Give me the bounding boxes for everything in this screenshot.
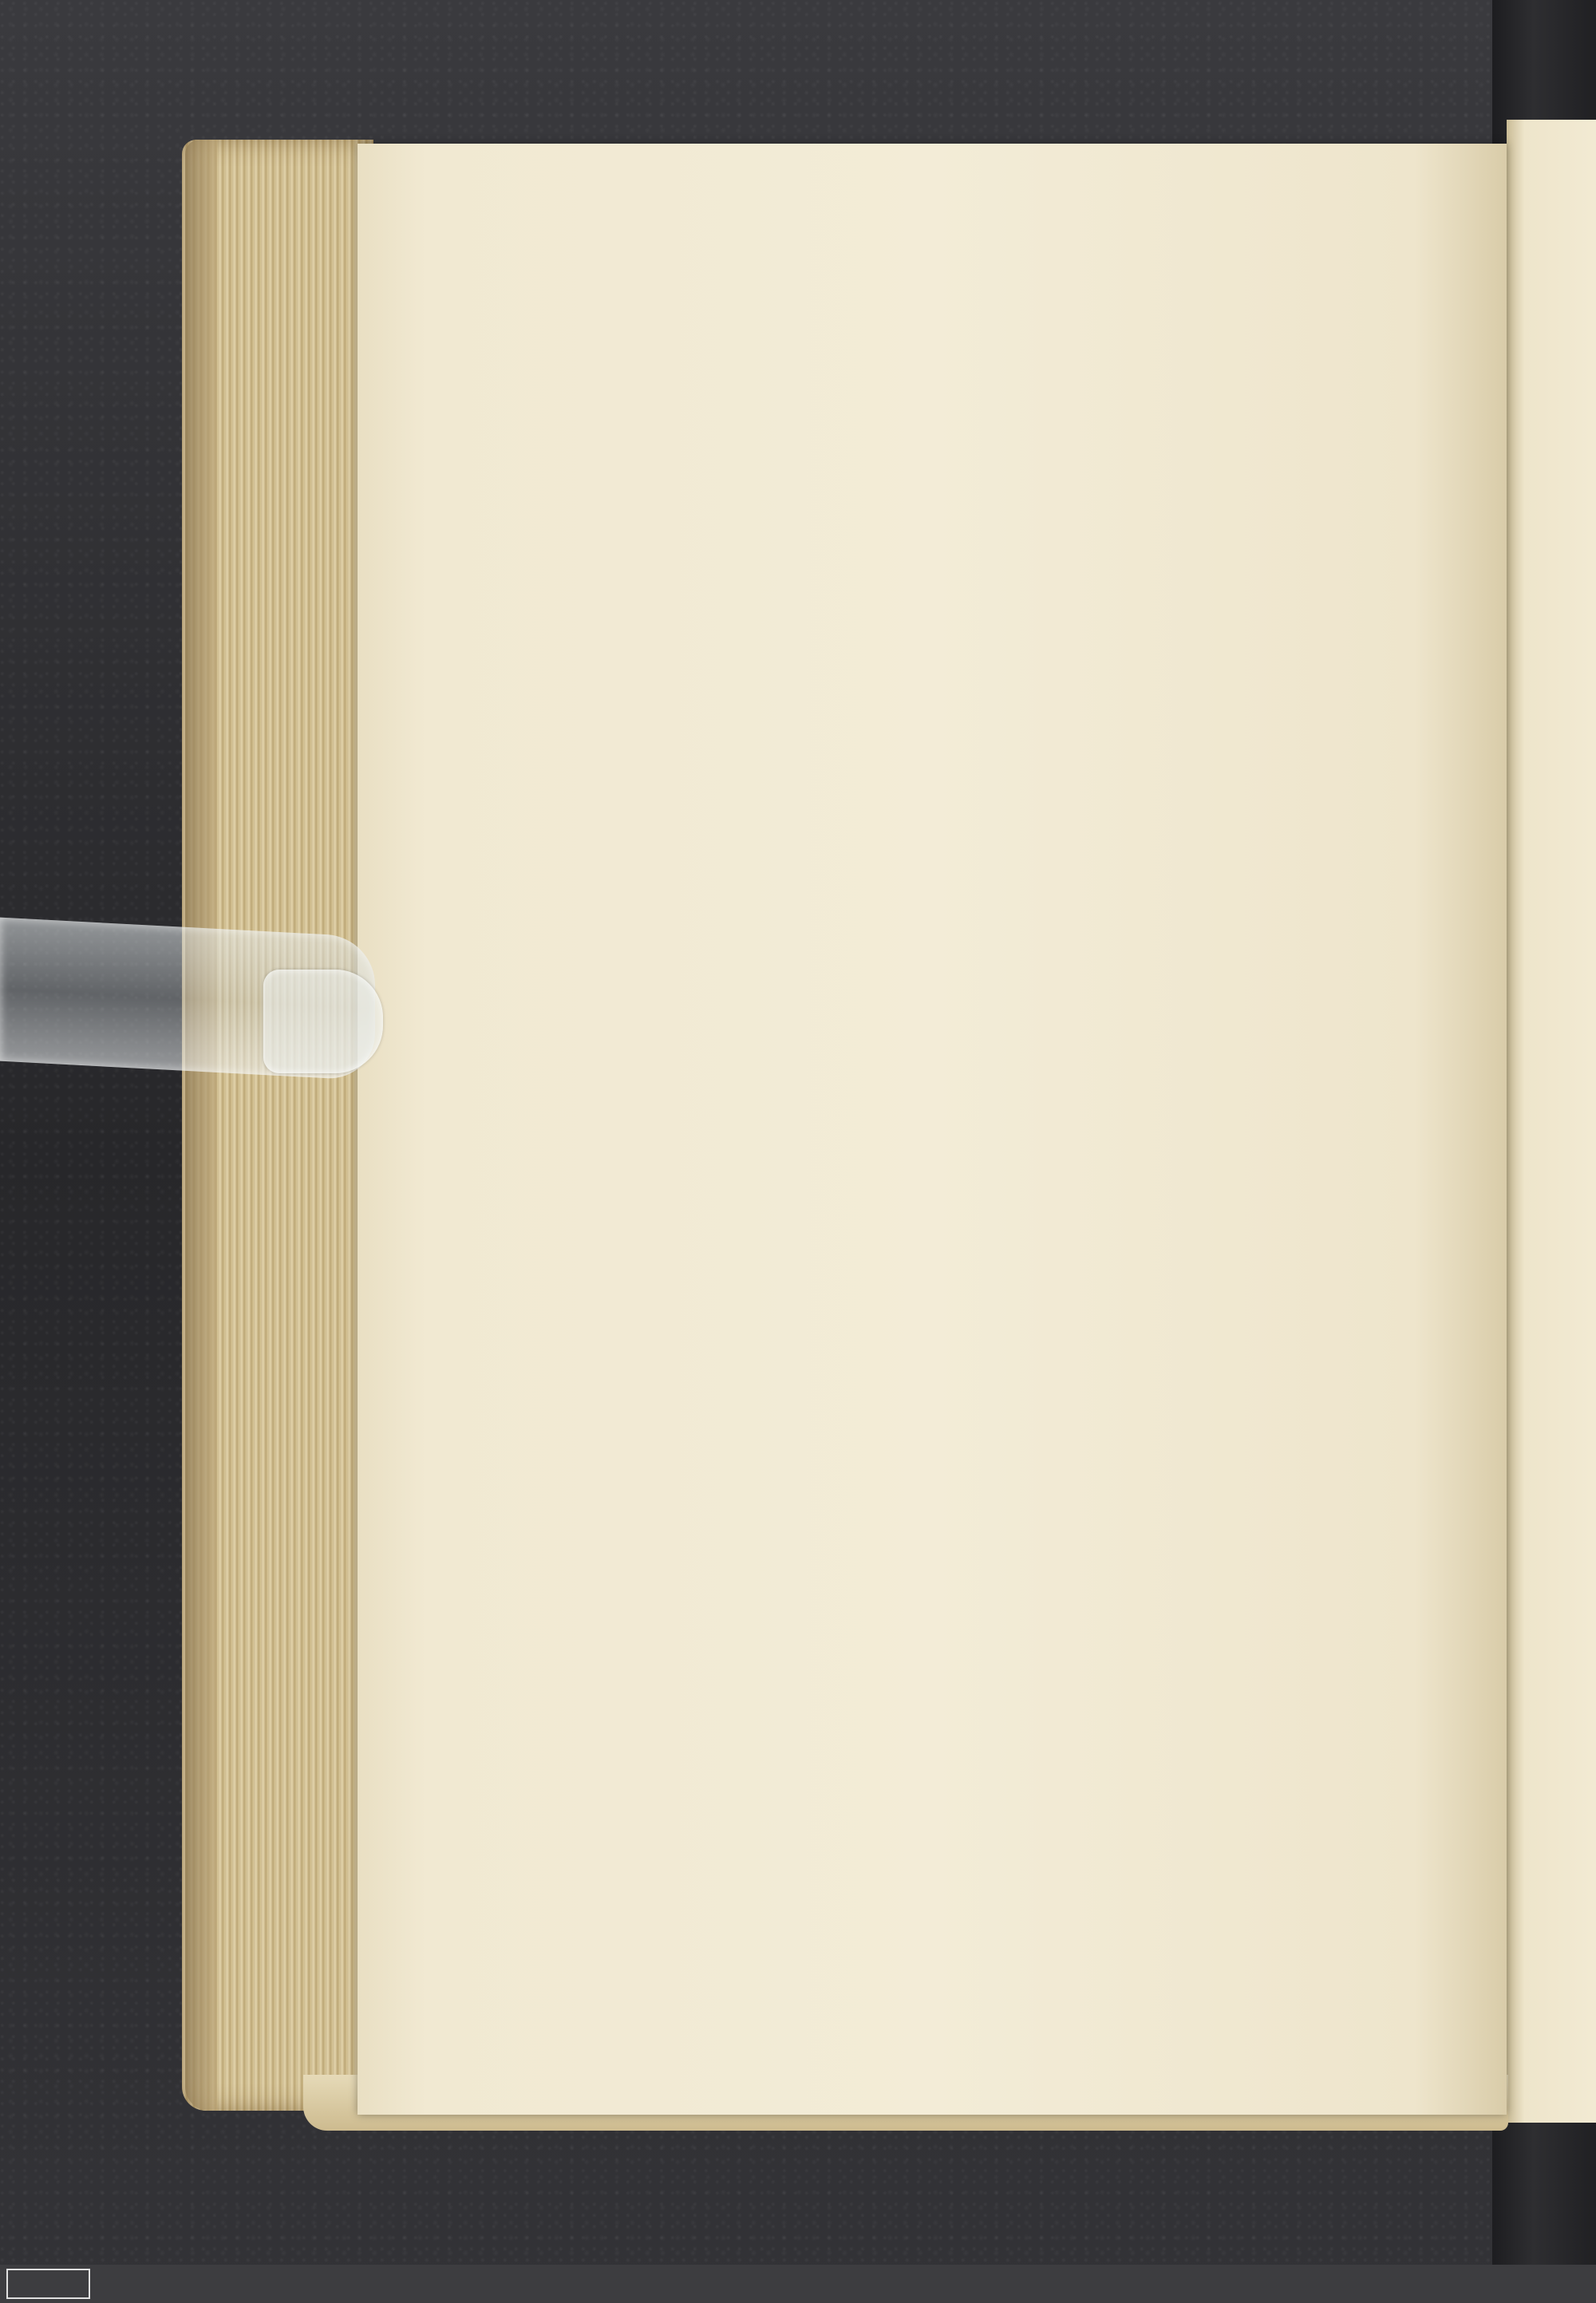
ub-logo <box>6 2269 90 2299</box>
page-block-shadow <box>185 140 217 2111</box>
book-page <box>358 144 1507 2115</box>
plastic-clip-tip <box>263 970 383 1073</box>
next-page-edge <box>1507 120 1596 2123</box>
library-footer <box>0 2265 1596 2303</box>
